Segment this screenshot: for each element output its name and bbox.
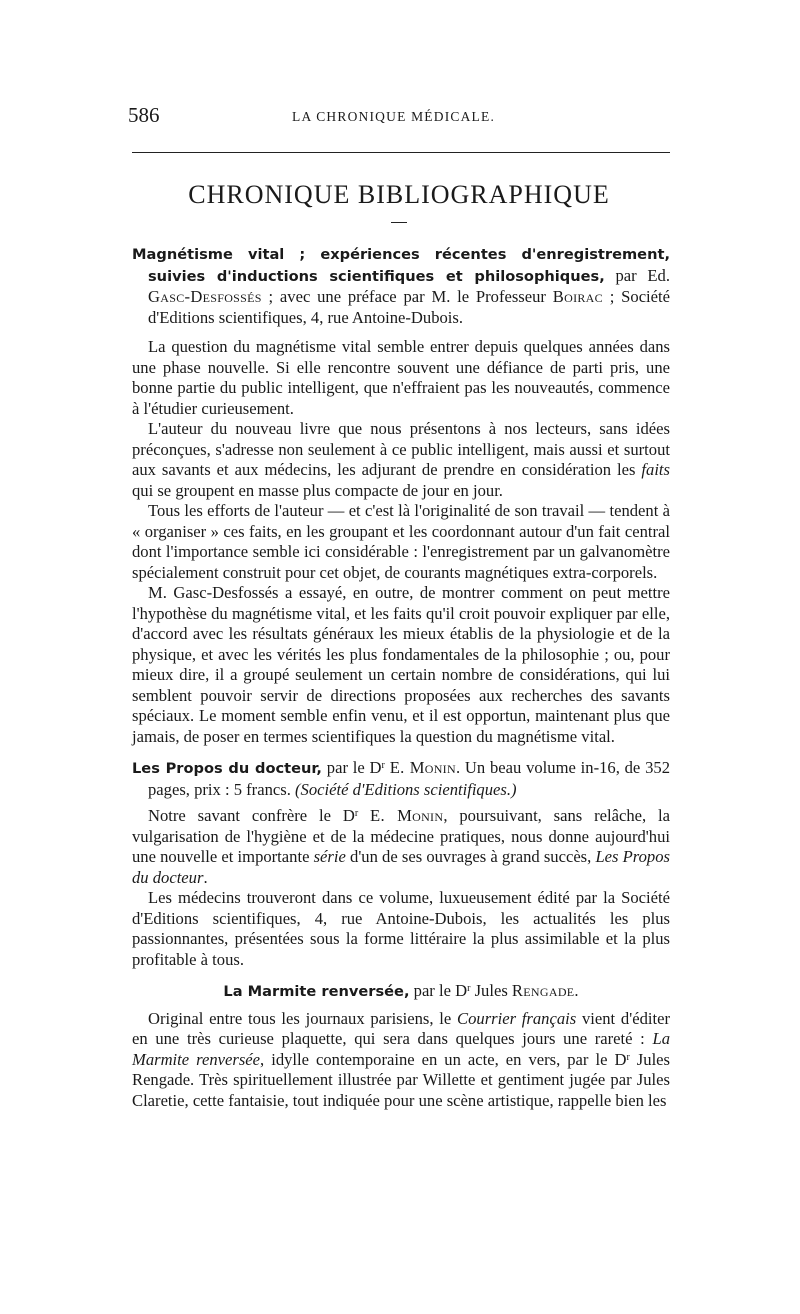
review-2-details: . Un beau volume in-16, de 352 pages, prix : 5 francs.: [148, 758, 670, 799]
review-1-pub-b: ; Société d'Editions scientifiques, 4, rue Antoine-Dubois.: [148, 287, 671, 327]
review-2-sup: r: [381, 760, 385, 771]
review-1-p2-tail: qui se groupent en masse plus compacte de jour en jour.: [132, 480, 503, 500]
header-rule: [132, 152, 670, 153]
review-1-title: Magnétisme vital ; expériences récentes d'enregistrement, suivies d'inductions scientifiques et philosophiques,: [132, 246, 670, 285]
review-2-p1-name: E. Monin: [370, 806, 444, 825]
review-1-author: Gasc-Desfossés: [148, 287, 262, 306]
review-3-paragraph-1: [132, 1009, 670, 1112]
review-2-p1-d: .: [203, 867, 208, 887]
review-2-author: E. Monin: [389, 758, 456, 777]
review-3-author-last: Rengade: [511, 981, 575, 1000]
review-2-p1-sup: r: [354, 808, 359, 819]
review-1-by: par Ed.: [604, 265, 670, 285]
review-3-heading: [132, 981, 670, 1003]
review-3-title: La Marmite renversée,: [223, 983, 410, 1000]
review-3-sup: r: [467, 983, 471, 994]
title-dash: [391, 222, 407, 223]
review-1-p2-text: L'auteur du nouveau livre que nous présentons à nos lecteurs, sans idées préconçues, s'adresse non seulement à ce public intelligent, mais aussi et surtout aux savants et aux médecins, les adjurant de prendre en considération les: [132, 419, 670, 479]
review-2-paragraph-2: Les médecins trouveront dans ce volume, luxueusement édité par la Société d'Editions scientifiques, 4, rue Antoine-Dubois, les actualités les plus passionnantes, présentées sous la forme littéraire la plus assimilable et la plus profitable à tous.: [132, 888, 670, 969]
review-3-by: par le D: [409, 981, 468, 1000]
review-3-p1-em2: La Marmite renversée: [132, 1029, 670, 1069]
review-2-by: par le D: [321, 758, 382, 777]
journal-title: LA CHRONIQUE MÉDICALE.: [292, 109, 496, 124]
review-3-p1-em1: Courrier français: [457, 1008, 577, 1028]
review-2-publisher: (Société d'Editions scientifiques.): [295, 779, 517, 799]
review-1-paragraph-2: [132, 419, 670, 501]
review-1-preface-author: Boirac: [552, 287, 603, 306]
review-1-heading: [132, 244, 670, 328]
page-number: 586: [128, 103, 160, 127]
section-title: CHRONIQUE BIBLIOGRAPHIQUE: [188, 180, 610, 209]
review-3-p1-sup: r: [626, 1051, 630, 1063]
review-1-p2-em: faits: [641, 460, 670, 479]
review-2-p1-em1: série: [313, 847, 346, 866]
review-2-p1-b: , poursuivant, sans relâche, la vulgarisation de l'hygiène et de la médecine pratiques, nous donne aujourd'hui une nouvelle et importante: [132, 806, 670, 866]
review-1-paragraph-1: La question du magnétisme vital semble entrer depuis quelques années dans une phase nouvelle. Si elle rencontre souvent une défiance de parti pris, une bonne partie du public intelligent, que n'effraient pas les nouveautés, commence à l'étudier curieusement.: [132, 337, 670, 418]
review-3-p1-c: , idylle contemporaine en un acte, en vers, par le D: [260, 1049, 627, 1069]
review-3-p1-b: vient d'éditer en une très curieuse plaquette, qui sera dans quelques jours une rareté :: [132, 1008, 670, 1048]
review-1-paragraph-3: Tous les efforts de l'auteur — et c'est là l'originalité de son travail — tendent à « organiser » ces faits, en les groupant et les coordonnant autour d'un fait central dont l'importance semble ici considérable : l'enregistrement par un galvanomètre spécialement construit pour cet objet, de courants magnétiques extra-corporels.: [132, 501, 670, 582]
article-body: [132, 244, 670, 1111]
review-1-paragraph-4: M. Gasc-Desfossés a essayé, en outre, de montrer comment on peut mettre l'hypothèse du magnétisme vital, et les faits qu'il croit pouvoir expliquer par elle, d'accord avec les résultats généraux les mieux établis de la physiologie et de la physique, et avec les vérités les plus fondamentales de la philosophie ; ou, pour mieux dire, il a groupé seulement un certain nombre de considérations, qui lui semblent pouvoir servir de directions proposées aux recherches des savants spéciaux. Le moment semble enfin venu, et il est opportun, maintenant plus que jamais, de poser en termes scientifiques la question du magnétisme vital.: [132, 583, 670, 746]
review-2-title: Les Propos du docteur,: [132, 760, 322, 777]
review-3-author-first: Jules: [470, 981, 512, 1000]
review-1-pub-a: ; avec une préface par M. le Professeur: [261, 287, 553, 306]
review-2-paragraph-1: [132, 806, 670, 888]
review-2-p1-c: d'un de ses ouvrages à grand succès,: [345, 847, 596, 866]
review-2-p1-a: Notre savant confrère le D: [148, 806, 355, 825]
review-2-heading: [132, 758, 670, 800]
review-3-p1-d: Jules Rengade. Très spirituellement illustrée par Willette et gentiment jugée par Jules Claretie, cette fantaisie, tout indiquée pour une scène artistique, rappelle bien les: [132, 1049, 670, 1110]
running-head: [128, 103, 670, 131]
review-3-p1-a: Original entre tous les journaux parisiens, le: [148, 1008, 458, 1028]
review-2-p1-em2: Les Propos du docteur: [132, 847, 670, 887]
review-3-end: .: [574, 981, 579, 1000]
